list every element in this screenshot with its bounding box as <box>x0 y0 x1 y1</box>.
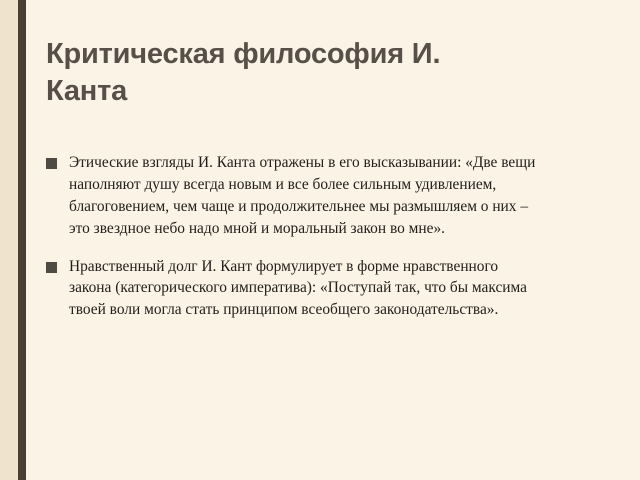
list-item <box>46 256 541 322</box>
list-item-text: Этические взгляды И. Канта отражены в его высказывании: «Две вещи наполняют душу всегда новым и все более сильным удивлением, благоговением, чем чаще и продолжительнее мы размышляем о них – это звездное небо надо мной и моральный закон во мне». <box>69 154 536 237</box>
slide-content <box>46 0 606 480</box>
square-bullet-icon <box>46 158 57 169</box>
slide-title: Критическая философия И. Канта <box>46 38 441 107</box>
list-item-text: Нравственный долг И. Кант формулирует в форме нравственного закона (категорического императива): «Поступай так, что бы максима твоей воли могла стать принципом всеобщего законодательства». <box>69 257 527 319</box>
left-accent-bar <box>18 0 26 480</box>
bullet-list <box>46 152 541 337</box>
left-decorative-band <box>0 0 18 480</box>
square-bullet-icon <box>46 262 57 273</box>
list-item <box>46 152 541 240</box>
